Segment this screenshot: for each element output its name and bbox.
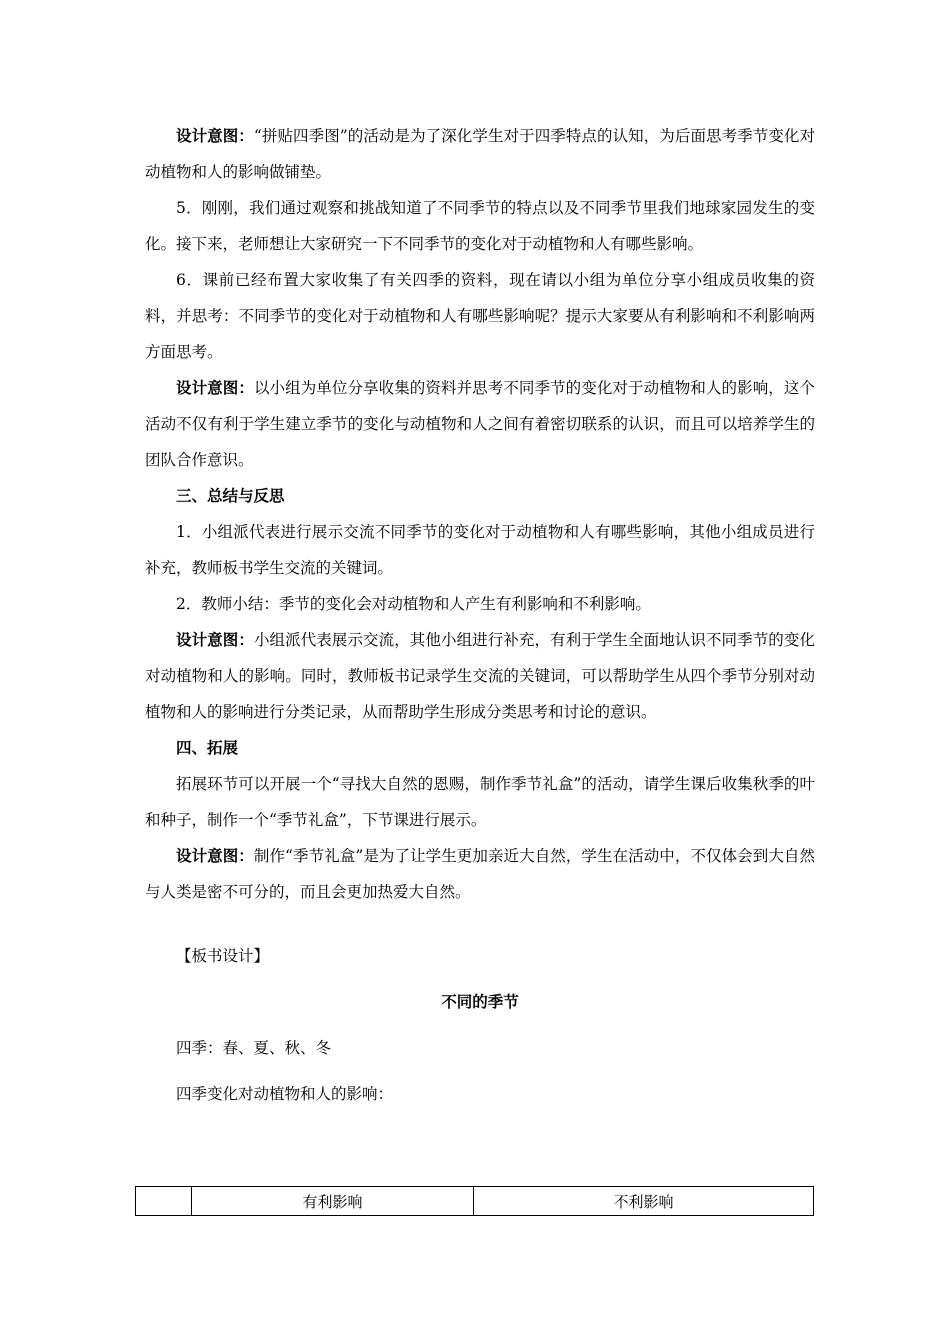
board-effects-line: 四季变化对动植物和人的影响： bbox=[176, 1085, 394, 1103]
paragraph-text: 制作“季节礼盒”是为了让学生更加亲近大自然，学生在活动中，不仅体会到大自然与人类是密不可分的，而且会更加热爱大自然。 bbox=[145, 847, 815, 901]
design-intent-label: 设计意图： bbox=[176, 127, 254, 145]
paragraph-text: “拼贴四季图”的活动是为了深化学生对于四季特点的认知，为后面思考季节变化对动植物和人的影响做铺垫。 bbox=[145, 127, 815, 181]
paragraph-step-6 bbox=[145, 262, 815, 370]
paragraph-summary-2 bbox=[145, 586, 815, 622]
paragraph-text: 以小组为单位分享收集的资料并思考不同季节的变化对于动植物和人的影响，这个活动不仅有利于学生建立季节的变化与动植物和人之间有着密切联系的认识，而且可以培养学生的团队合作意识。 bbox=[145, 379, 815, 469]
paragraph-text: 6．课前已经布置大家收集了有关四季的资料，现在请以小组为单位分享小组成员收集的资料，并思考：不同季节的变化对于动植物和人有哪些影响呢？提示大家要从有利影响和不利影响两方面思考。 bbox=[145, 271, 815, 361]
paragraph-design-intent-1 bbox=[145, 118, 815, 190]
table-row bbox=[136, 1187, 814, 1216]
table-header-unfavorable: 不利影响 bbox=[474, 1187, 814, 1216]
board-seasons-line: 四季：春、夏、秋、冬 bbox=[176, 1039, 332, 1057]
paragraph-text: 1．小组派代表进行展示交流不同季节的变化对于动植物和人有哪些影响，其他小组成员进行补充，教师板书学生交流的关键词。 bbox=[145, 523, 815, 577]
design-intent-label: 设计意图： bbox=[176, 631, 254, 649]
table-header-favorable: 有利影响 bbox=[192, 1187, 474, 1216]
board-title: 不同的季节 bbox=[441, 993, 519, 1011]
section-heading-extension: 四、拓展 bbox=[176, 739, 239, 757]
paragraph-extension-1 bbox=[145, 766, 815, 838]
paragraph-text: 5．刚刚，我们通过观察和挑战知道了不同季节的特点以及不同季节里我们地球家园发生的变化。接下来，老师想让大家研究一下不同季节的变化对于动植物和人有哪些影响。 bbox=[145, 199, 815, 253]
paragraph-text: 小组派代表展示交流，其他小组进行补充，有利于学生全面地认识不同季节的变化对动植物和人的影响。同时，教师板书记录学生交流的关键词，可以帮助学生从四个季节分别对动植物和人的影响进行分类记录，从而帮助学生形成分类思考和讨论的意识。 bbox=[145, 631, 815, 721]
design-intent-label: 设计意图： bbox=[176, 847, 254, 865]
paragraph-text: 拓展环节可以开展一个“寻找大自然的恩赐，制作季节礼盒”的活动，请学生课后收集秋季的叶和种子，制作一个“季节礼盒”，下节课进行展示。 bbox=[145, 775, 815, 829]
paragraph-step-5 bbox=[145, 190, 815, 262]
paragraph-design-intent-3 bbox=[145, 622, 815, 730]
effects-table bbox=[135, 1186, 814, 1216]
table-header-blank bbox=[136, 1187, 192, 1216]
paragraph-design-intent-4 bbox=[145, 838, 815, 910]
board-design-label: 【板书设计】 bbox=[176, 947, 270, 965]
document-page bbox=[145, 118, 815, 1112]
section-heading-summary: 三、总结与反思 bbox=[176, 487, 285, 505]
paragraph-design-intent-2 bbox=[145, 370, 815, 478]
paragraph-summary-1 bbox=[145, 514, 815, 586]
paragraph-text: 2．教师小结：季节的变化会对动植物和人产生有利影响和不利影响。 bbox=[176, 595, 651, 613]
design-intent-label: 设计意图： bbox=[176, 379, 254, 397]
